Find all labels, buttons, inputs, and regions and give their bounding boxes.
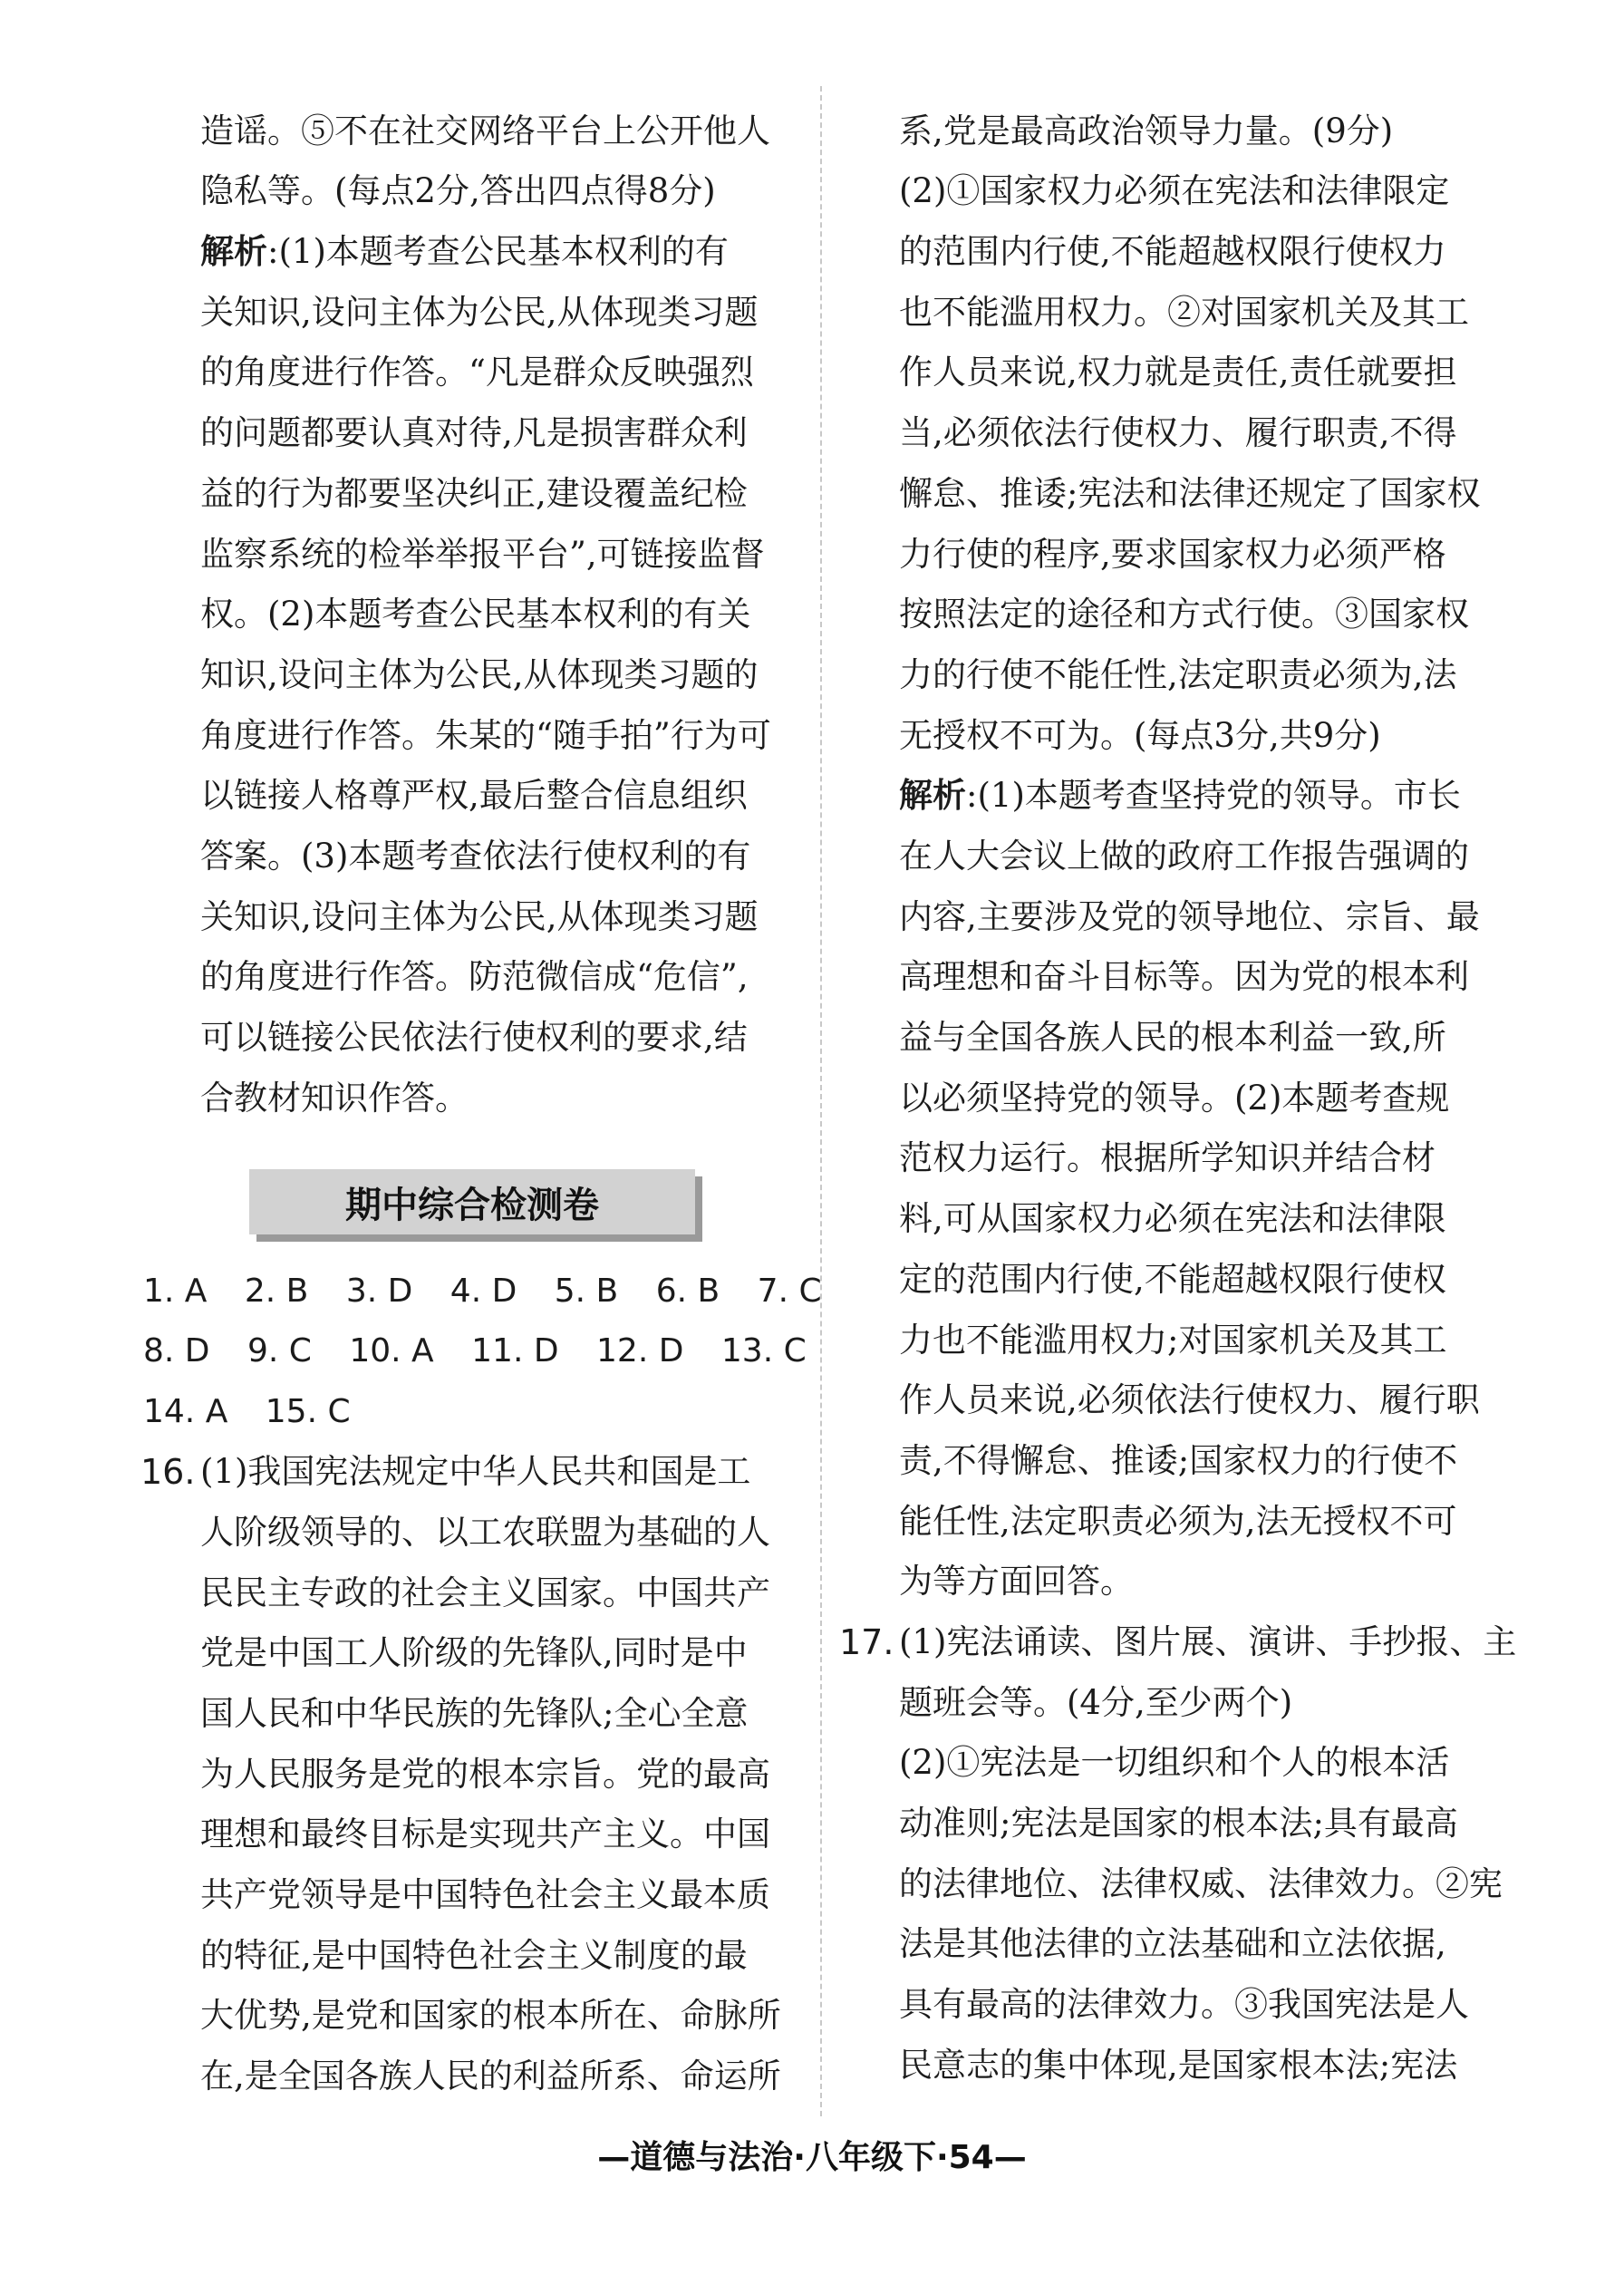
answer-item: 4. D	[450, 1273, 517, 1310]
text-line: 的特征,是中国特色社会主义制度的最	[200, 1936, 748, 1975]
question-text: (1)宪法诵读、图片展、演讲、手抄报、主	[899, 1622, 1517, 1661]
text-line: 的角度进行作答。防范微信成“危信”,	[200, 957, 749, 996]
analysis-line	[899, 769, 1461, 822]
answer-row	[143, 1382, 378, 1442]
text-line: 监察系统的检举举报平台”,可链接监督	[200, 535, 765, 574]
text-line: 范权力运行。根据所学知识并结合材	[899, 1138, 1436, 1177]
text-line: 为等方面回答。	[899, 1562, 1134, 1601]
text-line: 力也不能滥用权力;对国家机关及其工	[899, 1321, 1447, 1360]
text-line: 系,党是最高政治领导力量。(9分)	[899, 111, 1394, 150]
text-line: 责,不得懈怠、推诿;国家权力的行使不	[899, 1441, 1458, 1480]
text-line: 民民主专政的社会主义国家。中国共产	[200, 1573, 770, 1612]
answer-item: 5. B	[554, 1273, 619, 1310]
answer-item: 6. B	[655, 1273, 720, 1310]
analysis-label: 解析	[899, 776, 966, 815]
analysis-text: :(1)本题考查公民基本权利的有	[267, 232, 729, 271]
text-line: 以链接人格尊严权,最后整合信息组织	[200, 776, 748, 815]
text-line: 理想和最终目标是实现共产主义。中国	[200, 1815, 770, 1853]
text-line: 的问题都要认真对待,凡是损害群众利	[200, 413, 748, 452]
question-number: 16.	[140, 1452, 196, 1492]
answer-item: 7. C	[757, 1273, 822, 1310]
text-line: 的角度进行作答。“凡是群众反映强烈	[200, 353, 754, 392]
text-line: 无授权不可为。(每点3分,共9分)	[899, 716, 1381, 755]
answer-item: 1. A	[143, 1273, 208, 1310]
text-line: 高理想和奋斗目标等。因为党的根本利	[899, 957, 1469, 996]
answer-row	[143, 1262, 849, 1321]
text-line: 角度进行作答。朱某的“随手拍”行为可	[200, 716, 771, 755]
analysis-label: 解析	[200, 232, 267, 271]
answer-item: 2. B	[244, 1273, 309, 1310]
text-line: 民意志的集中体现,是国家根本法;宪法	[899, 2046, 1458, 2085]
text-line: 合教材知识作答。	[200, 1079, 469, 1118]
answer-item: 15. C	[265, 1393, 351, 1430]
answer-item: 13. C	[720, 1332, 807, 1369]
answer-item: 10. A	[349, 1332, 434, 1369]
text-line: 能任性,法定职责必须为,法无授权不可	[899, 1502, 1457, 1541]
text-line: 为人民服务是党的根本宗旨。党的最高	[200, 1755, 770, 1794]
answer-item: 9. C	[246, 1332, 312, 1369]
answer-item: 11. D	[471, 1332, 559, 1369]
text-line: 造谣。⑤不在社交网络平台上公开他人	[200, 111, 770, 150]
text-line: 内容,主要涉及党的领导地位、宗旨、最	[899, 897, 1480, 936]
text-line: 懈怠、推诿;宪法和法律还规定了国家权	[899, 474, 1481, 513]
question-number: 17.	[839, 1622, 894, 1662]
section-title: 期中综合检测卷	[249, 1169, 695, 1234]
answer-item: 8. D	[143, 1332, 210, 1369]
answer-row	[143, 1321, 834, 1381]
question-line	[140, 1446, 751, 1498]
text-line: 力行使的程序,要求国家权力必须严格	[899, 535, 1446, 574]
text-line: 作人员来说,权力就是责任,责任就要担	[899, 353, 1457, 392]
text-line: (2)①宪法是一切组织和个人的根本活	[899, 1743, 1450, 1782]
question-text: (1)我国宪法规定中华人民共和国是工	[200, 1452, 751, 1491]
text-line: 定的范围内行使,不能超越权限行使权	[899, 1260, 1446, 1299]
text-line: 关知识,设问主体为公民,从体现类习题	[200, 293, 759, 332]
text-line: 具有最高的法律效力。③我国宪法是人	[899, 1985, 1469, 2024]
answer-item: 14. A	[143, 1393, 228, 1430]
text-line: 作人员来说,必须依法行使权力、履行职	[899, 1380, 1480, 1419]
text-line: 党是中国工人阶级的先锋队,同时是中	[200, 1633, 748, 1672]
text-line: 益与全国各族人民的根本利益一致,所	[899, 1018, 1446, 1057]
text-line: 当,必须依法行使权力、履行职责,不得	[899, 413, 1457, 452]
page-footer: —道德与法治·八年级下·54—	[597, 2139, 1027, 2176]
text-line: 力的行使不能任性,法定职责必须为,法	[899, 655, 1457, 694]
answer-item: 12. D	[596, 1332, 684, 1369]
text-line: 益的行为都要坚决纠正,建设覆盖纪检	[200, 474, 748, 513]
text-line: 的法律地位、法律权威、法律效力。②宪	[899, 1864, 1503, 1903]
text-line: 料,可从国家权力必须在宪法和法律限	[899, 1199, 1446, 1238]
question-line	[839, 1616, 1517, 1669]
text-line: 人阶级领导的、以工农联盟为基础的人	[200, 1513, 770, 1552]
text-line: 在,是全国各族人民的利益所系、命运所	[200, 2057, 781, 2095]
text-line: 以必须坚持党的领导。(2)本题考查规	[899, 1079, 1450, 1118]
text-line: 法是其他法律的立法基础和立法依据,	[899, 1924, 1446, 1963]
text-line: 关知识,设问主体为公民,从体现类习题	[200, 897, 759, 936]
text-line: 的范围内行使,不能超越权限行使权力	[899, 232, 1446, 271]
text-line: 权。(2)本题考查公民基本权利的有关	[200, 595, 751, 634]
text-line: 国人民和中华民族的先锋队;全心全意	[200, 1694, 749, 1733]
analysis-text: :(1)本题考查坚持党的领导。市长	[966, 776, 1461, 815]
text-line: 隐私等。(每点2分,答出四点得8分)	[200, 171, 716, 210]
analysis-line	[200, 226, 729, 278]
text-line: 在人大会议上做的政府工作报告强调的	[899, 837, 1469, 876]
text-line: (2)①国家权力必须在宪法和法律限定	[899, 171, 1450, 210]
text-line: 也不能滥用权力。②对国家机关及其工	[899, 293, 1469, 332]
text-line: 答案。(3)本题考查依法行使权利的有	[200, 837, 751, 876]
text-line: 动准则;宪法是国家的根本法;具有最高	[899, 1804, 1458, 1843]
text-line: 大优势,是党和国家的根本所在、命脉所	[200, 1996, 781, 2035]
text-line: 可以链接公民依法行使权利的要求,结	[200, 1018, 748, 1057]
text-line: 知识,设问主体为公民,从体现类习题的	[200, 655, 759, 694]
text-line: 题班会等。(4分,至少两个)	[899, 1683, 1293, 1722]
text-line: 按照法定的途径和方式行使。③国家权	[899, 595, 1469, 634]
column-divider	[820, 86, 822, 2116]
text-line: 共产党领导是中国特色社会主义最本质	[200, 1875, 770, 1914]
answer-item: 3. D	[345, 1273, 413, 1310]
